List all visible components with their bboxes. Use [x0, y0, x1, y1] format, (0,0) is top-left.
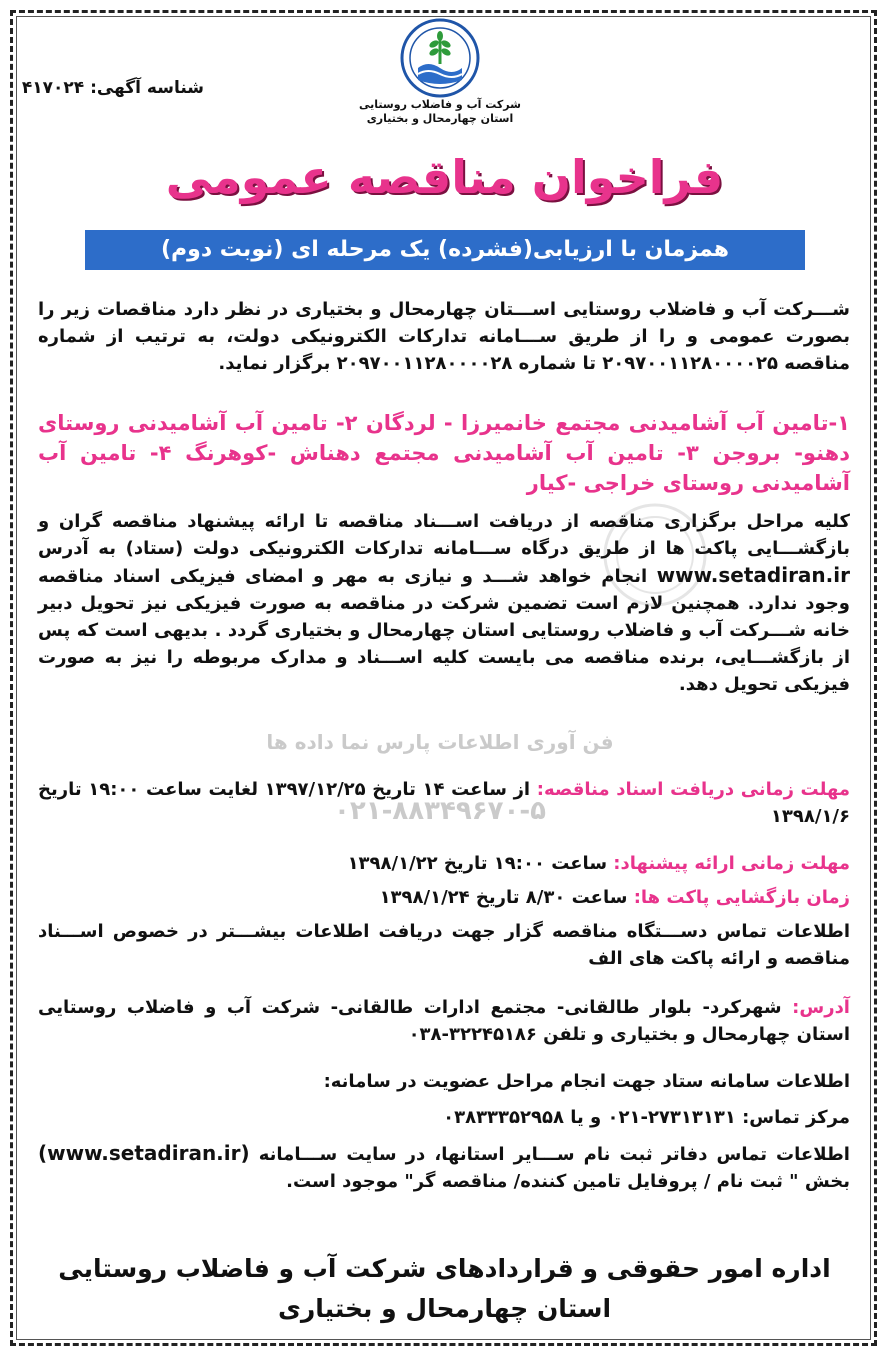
intro-paragraph: شـــرکت آب و فاضلاب روستایی اســـتان چهارمحال و بختیاری در نظر دارد مناقصات زیر را بصورت عمومی و را از طریق ســـامانه تدارکات الکترونیکی دولت، به ترتیب از شماره مناقصه ۲۰۹۷۰۰۱۱۲۸۰۰۰۰۲۵ تا شماره ۲۰۹۷۰۰۱۱۲۸۰۰۰۰۲۸ برگزار نماید.	[38, 299, 850, 374]
offices-website-link[interactable]: (www.setadiran.ir)	[38, 1141, 250, 1165]
process-paragraph	[38, 508, 850, 698]
setad-info: اطلاعات سامانه ستاد جهت انجام مراحل عضویت در سامانه:	[323, 1071, 850, 1092]
address-label: آدرس:	[792, 997, 850, 1018]
logo-caption-line-2: استان چهارمحال و بختیاری	[366, 112, 514, 125]
logo-caption	[330, 98, 550, 126]
opening-time	[38, 884, 850, 911]
offer-deadline-label: مهلت زمانی ارائه پیشنهاد:	[613, 853, 850, 874]
footer-line-1: اداره امور حقوقی و قراردادهای شرکت آب و فاضلاب روستایی	[58, 1254, 831, 1283]
offer-deadline-value: ساعت ۱۹:۰۰ تاریخ ۱۳۹۸/۱/۲۲	[347, 853, 608, 874]
subtitle-banner: همزمان با ارزیابی(فشرده) یک مرحله ای (نوبت دوم)	[85, 230, 805, 270]
offices-info	[38, 1140, 850, 1195]
process-text-2: انجام خواهد شـــد و نیازی به مهر و امضای فیزیکی اسناد مناقصه وجود ندارد. همچنین لازم است تضمین شرکت در مناقصه به صورت فیزیکی نیز تحویل دبیر خانه شـــرکت آب و فاضلاب روستایی استان چهارمحال و بختیاری گردد . بدیهی است که پس از بازگشـــایی، برنده مناقصه می بایست کلیه اســـناد و مدارک مربوطه را نیز به صورت فیزیکی تحویل دهد.	[38, 566, 850, 695]
footer-line-2: استان چهارمحال و بختیاری	[277, 1294, 612, 1323]
process-text-1: کلیه مراحل برگزاری مناقصه از دریافت اســـناد مناقصه تا ارائه پیشنهاد مناقصه گران و بازگشـــایی پاکت ها از طریق درگاه ســـامانه تدارکات الکترونیکی دولت (ستاد) به آدرس	[38, 511, 850, 559]
docs-deadline-value: از ساعت ۱۴ تاریخ ۱۳۹۷/۱۲/۲۵ لغایت ساعت ۱۹:۰۰ تاریخ ۱۳۹۸/۱/۶	[38, 779, 850, 827]
watermark-seal	[600, 500, 710, 610]
address	[38, 994, 850, 1048]
watermark-line-1: فن آوری اطلاعات پارس نما داده ها	[266, 730, 614, 754]
offer-deadline	[38, 850, 850, 877]
offices-text-1: اطلاعات تماس دفاتر ثبت نام ســـایر استانها، در سایت ســـامانه	[258, 1144, 850, 1165]
address-value: شهرکرد- بلوار طالقانی- مجتمع ادارات طالقانی- شرکت آب و فاضلاب روستایی استان چهارمحال و بختیاری و تلفن ۳۲۲۴۵۱۸۶-۰۳۸	[38, 997, 850, 1045]
watermark-line-2: ۰۲۱-۸۸۳۴۹۶۷۰-۵	[333, 796, 546, 826]
opening-time-value: ساعت ۸/۳۰ تاریخ ۱۳۹۸/۱/۲۴	[379, 887, 628, 908]
contact-info: اطلاعات تماس دســـتگاه مناقصه گزار جهت دریافت اطلاعات بیشـــتر در خصوص اســـناد مناقصه و ارائه پاکت های الف	[38, 921, 850, 969]
offices-text-2: بخش " ثبت نام / پروفایل تامین کننده/ مناقصه گر" موجود است.	[286, 1171, 850, 1192]
ad-id: شناسه آگهی: ۴۱۷۰۲۴	[21, 78, 204, 98]
opening-time-label: زمان بازگشایی پاکت ها:	[633, 887, 850, 908]
docs-deadline-label: مهلت زمانی دریافت اسناد مناقصه:	[536, 779, 850, 800]
logo-caption-line-1: شرکت آب و فاضلاب روستایی	[359, 98, 521, 111]
website-link[interactable]: www.setadiran.ir	[656, 563, 850, 587]
projects-list: ۱-تامین آب آشامیدنی مجتمع خانمیرزا - لردگان ۲- تامین آب آشامیدنی روستای دهنو- بروجن ۳- تامین آب آشامیدنی مجتمع دهناش -کوهرنگ ۴- تامین آب آشامیدنی روستای خراجی -کیار	[38, 411, 850, 495]
page-title: فراخوان مناقصه عمومی	[165, 150, 724, 204]
company-logo	[400, 18, 480, 98]
docs-deadline	[38, 776, 850, 830]
call-center: مرکز تماس: ۲۷۳۱۳۱۳۱-۰۲۱ و یا ۰۳۸۳۳۳۵۲۹۵۸	[443, 1107, 850, 1128]
